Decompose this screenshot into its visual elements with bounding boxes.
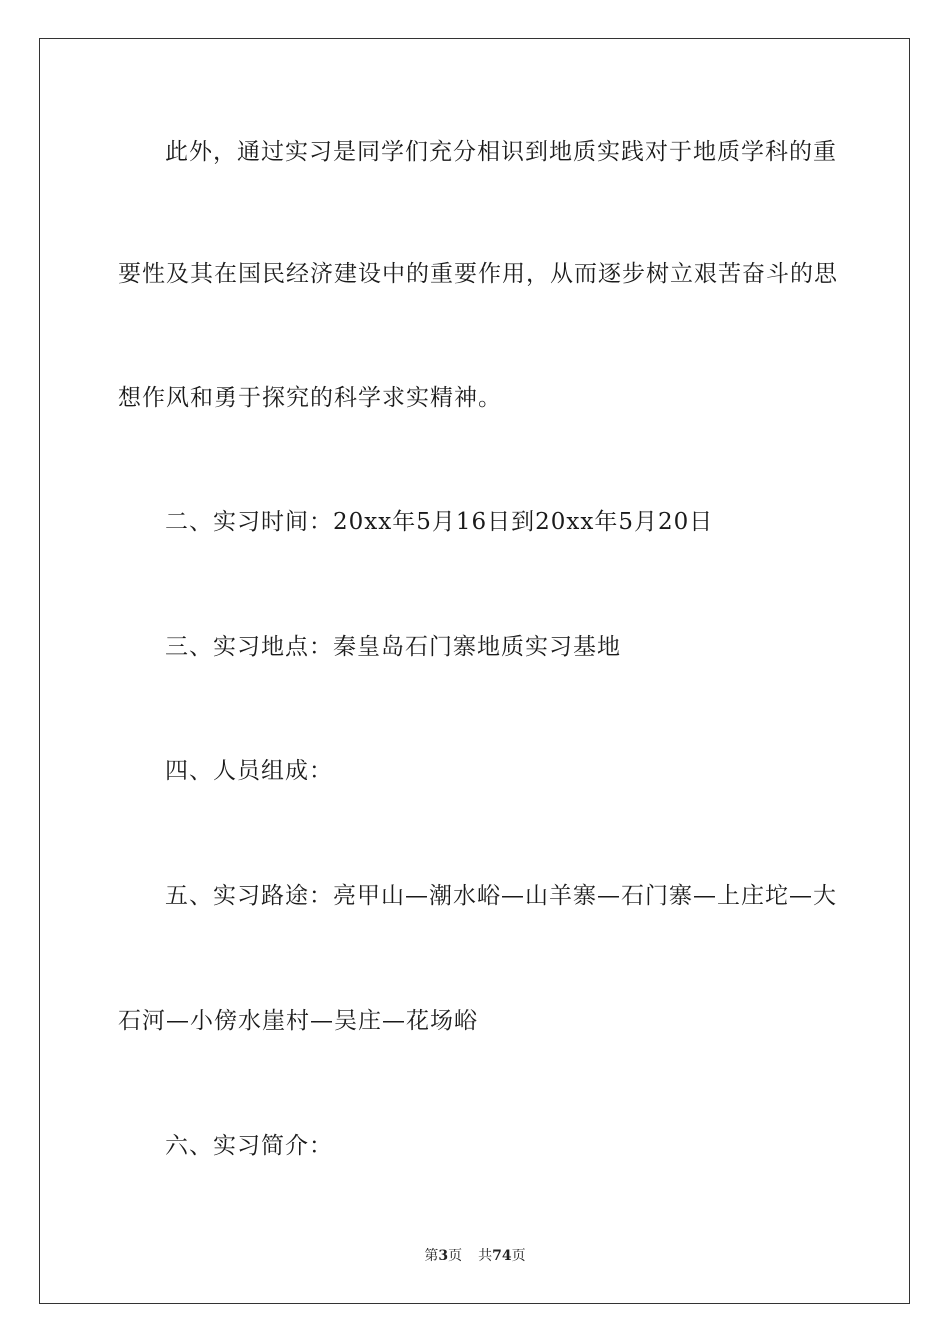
- total-suffix: 页: [511, 1248, 526, 1264]
- section-route-line-1: 五、实习路途：亮甲山—潮水峪—山羊寨—石门寨—上庄坨—大: [165, 883, 837, 909]
- body-line-2: 要性及其在国民经济建设中的重要作用，从而逐步树立艰苦奋斗的思: [118, 261, 838, 287]
- body-line-1: 此外，通过实习是同学们充分相识到地质实践对于地质学科的重: [165, 139, 837, 165]
- body-line-3: 想作风和勇于探究的科学求实精神。: [118, 385, 502, 411]
- page-footer: [0, 1247, 950, 1265]
- section-time: 二、实习时间：20xx年5月16日到20xx年5月20日: [165, 509, 714, 535]
- page-number: 3: [438, 1248, 449, 1264]
- page-suffix: 页: [448, 1248, 463, 1264]
- section-personnel: 四、人员组成：: [165, 758, 333, 784]
- section-intro: 六、实习简介：: [165, 1133, 333, 1159]
- section-location: 三、实习地点：秦皇岛石门寨地质实习基地: [165, 634, 621, 660]
- total-prefix: 共: [478, 1248, 493, 1264]
- total-pages: 74: [492, 1248, 512, 1264]
- page-prefix: 第: [424, 1248, 439, 1264]
- section-route-line-2: 石河—小傍水崖村—吴庄—花场峪: [118, 1008, 478, 1034]
- page-border: [39, 38, 910, 1304]
